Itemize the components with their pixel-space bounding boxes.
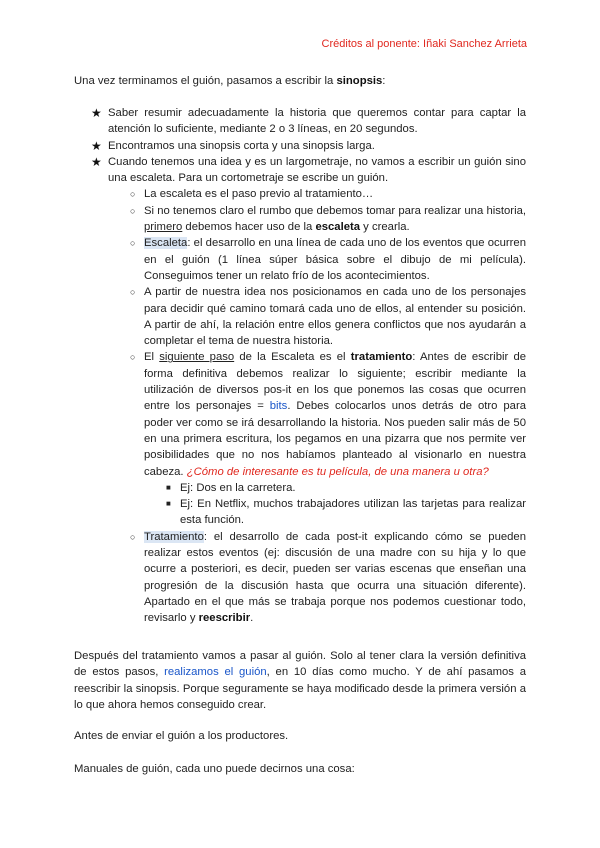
circle-icon: ○ <box>130 238 136 249</box>
paragraph-manuals: Manuales de guión, cada uno puede decirnos una cosa: <box>74 763 355 775</box>
highlight-escaleta: Escaleta <box>144 237 188 250</box>
highlight-blue-text: realizamos el guión <box>164 666 267 679</box>
intro-bold: sinopsis <box>336 75 383 87</box>
circle-icon: ○ <box>130 531 136 542</box>
square-icon: ■ <box>166 499 171 509</box>
sub-list-item: ○ Si no tenemos claro el rumbo que debemos tomar para realizar una historia, primero debemos hacer uso de la escaleta y crearla. <box>130 204 526 234</box>
intro-paragraph <box>74 73 526 89</box>
intro-text: Una vez terminamos el guión, pasamos a escribir la <box>74 75 337 87</box>
star-icon: ★ <box>91 138 102 153</box>
square-icon: ■ <box>166 482 171 492</box>
sub-list <box>108 186 526 626</box>
list-item: ★ Encontramos una sinopsis corta y una sinopsis larga. <box>91 138 375 153</box>
sub-list-item: ○ A partir de nuestra idea nos posicionamos en cada uno de los personajes para decidir qué camino tomará cada uno de ellos, al entender su posición. A partir de ahí, la relación entre ellos genera conflictos que nos ayudarán a completar el tema de nuestra historia. <box>130 286 526 348</box>
circle-icon: ○ <box>130 352 136 363</box>
question-text: ¿Cómo de interesante es tu película, de una manera u otra? <box>186 465 489 478</box>
main-list <box>74 105 526 627</box>
paragraph-producers: Antes de enviar el guión a los productores. <box>74 730 289 742</box>
circle-icon: ○ <box>130 205 136 216</box>
credits-header: Créditos al ponente: Iñaki Sanchez Arrieta <box>321 38 527 50</box>
bits-link: bits <box>269 400 288 413</box>
sub-list-item: ○ Tratamiento: el desarrollo de cada post-it explicando cómo se pueden realizar estos eventos (ej: discusión de una madre con su hija y lo que ocurre a posteriori, es decir, pueden ser varias escenas que enseñan una progresión de la discusión hasta que ocurra una situación diferente). Apartado en el que más se trabaja porque nos podemos cuestionar todo, revisarlo y reescribir. <box>130 530 526 625</box>
star-icon: ★ <box>91 106 102 120</box>
intro-end: : <box>382 75 386 87</box>
circle-icon: ○ <box>130 287 136 298</box>
example-list <box>144 480 526 529</box>
example-item: ■ Ej: Dos en la carretera. <box>144 480 526 496</box>
example-item: ■ Ej: En Netflix, muchos trabajadores utilizan las tarjetas para realizar esta función. <box>166 498 526 527</box>
sub-list-item: ○ El siguiente paso de la Escaleta es el tratamiento: Antes de escribir de forma definitiva debemos realizar lo siguiente; escribir mediante la utilización de diversos pos-it en los que ponemos las cosas que ocurren entre los personajes = bits. Debes colocarlos unos detrás de otro para poder ver como se irá desarrollando la historia. Nos pueden salir más de 50 en una primera escritura, los pegamos en una pizarra que nos permite ver posibilidades que no nos habíamos planteado al visionarlo en nuestra cabeza. ¿Cómo de interesante es tu película, de una manera u otra? ■ Ej: Dos en la carretera. ■ Ej: En Netflix, muchos trabajadores utilizan las tarjetas para realizar esta función. <box>108 349 526 528</box>
circle-icon: ○ <box>130 189 136 200</box>
paragraph-after-treatment: Después del tratamiento vamos a pasar al guión. Solo al tener clara la versión definitiva de estos pasos, realizamos el guión, en 10 días como mucho. Y de ahí pasamos a reescribir la sinopsis. Porque seguramente se haya modificado desde la primera versión a lo que ahora hemos conseguido crear. <box>74 650 526 711</box>
sub-list-item: ○ Escaleta: el desarrollo en una línea de cada uno de los eventos que ocurren en el guión (1 línea súper básica sobre el dibujo de mi película). Conseguimos tener un relato frío de los acontecimientos. <box>130 237 526 282</box>
list-item: ★ Saber resumir adecuadamente la historia que queremos contar para captar la atención lo suficiente, mediante 2 o 3 líneas, en 20 segundos. <box>91 106 526 136</box>
sub-list-item: ○ La escaleta es el paso previo al tratamiento… <box>108 186 526 202</box>
list-item: ★ Cuando tenemos una idea y es un largometraje, no vamos a escribir un guión sino una escaleta. Para un cortometraje se escribe un guión. ○ La escaleta es el paso previo al tratamiento… ○ Si no tenemos claro el rumbo que debemos tomar para realizar una historia, primero debemos hacer uso de la escaleta y crearla. ○ Escaleta: el desarrollo en una línea de cada uno de los eventos que ocurren en el guión (1 línea súper básica sobre el dibujo de mi película). Conseguimos tener un relato frío de los acontecimientos. ○ A partir de nuestra idea nos posicionamos en cada uno de los personajes para decidir qué camino tomará cada uno de ellos, al entender su posición. A partir de ahí, la relación entre ellos genera conflictos que nos ayudarán a completar el tema de nuestra historia. ○ El siguiente paso de la Escaleta es el tratamiento: Antes de escribir de forma definitiva debemos realizar lo siguiente; escribir mediante la utilización de diversos pos-it en los que ponemos las cosas que ocurren entre los personajes = bits. Debes colocarlos unos detrás de otro para poder ver como se irá desarrollando la historia. Nos pueden salir más de 50 en una primera escritura, los pegamos en una pizarra que nos permite ver posibilidades que no nos habíamos planteado al visionarlo en nuestra cabeza. ¿Cómo de interesante es tu película, de una manera u otra? ■ Ej: Dos en la carretera. ■ Ej: En Netflix, muchos trabajadores utilizan las tarjetas para realizar esta función. ○ Tratamiento: el desarrollo de cada post-it explicando cómo se pueden realizar estos eventos (ej: discusión de una madre con su hija y lo que ocurre a posteriori, es decir, pueden ser varias escenas que enseñan una progresión de la discusión hasta que ocurra una situación diferente). Apartado en el que más se trabaja porque nos podemos cuestionar todo, revisarlo y reescribir. <box>74 154 526 627</box>
highlight-tratamiento: Tratamiento <box>144 530 204 543</box>
star-icon: ★ <box>91 154 102 169</box>
